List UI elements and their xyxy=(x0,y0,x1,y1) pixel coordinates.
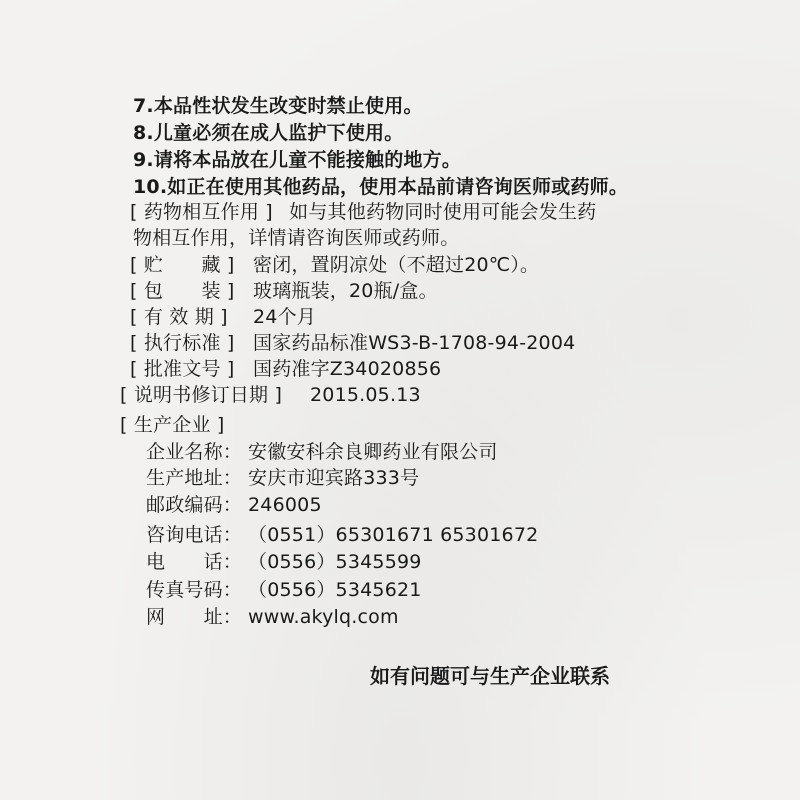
interactions-label: [ 药物相互作用 ] xyxy=(130,201,273,223)
warning-8: 8.儿童必须在成人监护下使用。 xyxy=(133,122,404,144)
field-company-label: 企业名称： xyxy=(146,441,243,463)
storage-row xyxy=(130,253,539,277)
validity-value: 24个月 xyxy=(253,306,316,328)
standard-row xyxy=(130,331,575,355)
field-postcode-label: 邮政编码： xyxy=(146,494,243,516)
revision-label: [ 说明书修订日期 ] xyxy=(120,384,283,406)
revision-value: 2015.05.13 xyxy=(310,384,421,406)
package-label: [ 包 装 ] xyxy=(130,280,235,302)
field-fax-value: （0556）5345621 xyxy=(248,579,422,601)
interactions-text-1: 如与其他药物同时使用可能会发生药 xyxy=(289,201,597,223)
validity-label: [ 有 效 期 ] xyxy=(130,306,228,328)
field-company xyxy=(0,440,800,464)
validity-row xyxy=(130,305,316,329)
warning-7: 7.本品性状发生改变时禁止使用。 xyxy=(133,95,423,117)
field-address xyxy=(0,466,800,490)
field-fax xyxy=(0,578,800,602)
warning-10: 10.如正在使用其他药品，使用本品前请咨询医师或药师。 xyxy=(133,176,629,198)
standard-value: 国家药品标准WS3-B-1708-94-2004 xyxy=(253,332,576,354)
field-address-value: 安庆市迎宾路333号 xyxy=(248,467,420,489)
approval-row xyxy=(130,357,441,381)
storage-label: [ 贮 藏 ] xyxy=(130,254,235,276)
field-website-label: 网 址： xyxy=(146,606,243,628)
field-website xyxy=(0,605,800,629)
field-phone xyxy=(0,550,800,574)
package-row xyxy=(130,279,438,303)
interactions-text-2: 物相互作用，详情请咨询医师或药师。 xyxy=(133,227,460,249)
field-postcode xyxy=(0,493,800,517)
field-company-value: 安徽安科余良卿药业有限公司 xyxy=(248,441,498,463)
field-hotline-label: 咨询电话： xyxy=(146,524,243,546)
manufacturer-header: [ 生产企业 ] xyxy=(120,414,225,436)
contact-note: 如有问题可与生产企业联系 xyxy=(370,664,610,688)
storage-value: 密闭，置阴凉处（不超过20℃）。 xyxy=(253,254,540,276)
field-fax-label: 传真号码： xyxy=(146,579,243,601)
field-phone-label: 电 话： xyxy=(146,551,243,573)
field-postcode-value: 246005 xyxy=(248,494,322,516)
warning-9: 9.请将本品放在儿童不能接触的地方。 xyxy=(133,149,462,171)
revision-row xyxy=(120,383,421,407)
approval-label: [ 批准文号 ] xyxy=(130,358,235,380)
interactions-row-1 xyxy=(130,200,596,224)
standard-label: [ 执行标准 ] xyxy=(130,332,235,354)
field-website-value: www.akylq.com xyxy=(248,606,399,628)
field-hotline-value: （0551）65301671 65301672 xyxy=(248,524,539,546)
field-address-label: 生产地址： xyxy=(146,467,243,489)
package-value: 玻璃瓶装，20瓶/盒。 xyxy=(253,280,438,302)
approval-value: 国药准字Z34020856 xyxy=(253,358,442,380)
field-phone-value: （0556）5345599 xyxy=(248,551,422,573)
field-hotline xyxy=(0,523,800,547)
